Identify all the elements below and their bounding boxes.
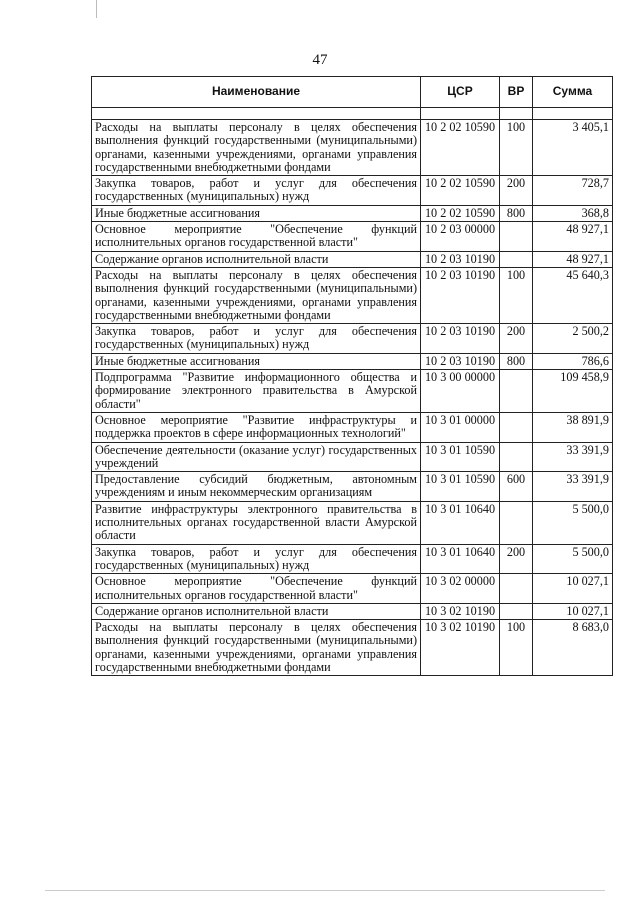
cell-name: Содержание органов исполнительной власти [92, 603, 421, 619]
cell-sum: 109 458,9 [533, 370, 613, 413]
cell-vr: 600 [500, 472, 533, 502]
cell-sum: 10 027,1 [533, 574, 613, 604]
cell-name: Подпрограмма "Развитие информационного общества и формирование электронного правительства в Амурской области" [92, 370, 421, 413]
page-number: 47 [312, 52, 328, 68]
cell-csr: 10 2 03 00000 [421, 222, 500, 252]
table-row [92, 251, 613, 267]
cell-vr [500, 370, 533, 413]
cell-vr: 100 [500, 267, 533, 323]
cell-name: Закупка товаров, работ и услуг для обеспечения государственных (муниципальных) нужд [92, 324, 421, 354]
cell-vr: 200 [500, 544, 533, 574]
spacer-cell [421, 108, 500, 120]
cell-name: Закупка товаров, работ и услуг для обеспечения государственных (муниципальных) нужд [92, 544, 421, 574]
table-row [92, 205, 613, 221]
cell-sum: 368,8 [533, 205, 613, 221]
cell-csr: 10 2 03 10190 [421, 324, 500, 354]
cell-csr: 10 2 02 10590 [421, 205, 500, 221]
cell-csr: 10 2 02 10590 [421, 120, 500, 176]
cell-csr: 10 2 03 10190 [421, 267, 500, 323]
cell-vr [500, 574, 533, 604]
cell-vr [500, 412, 533, 442]
cell-vr [500, 222, 533, 252]
table-row [92, 222, 613, 252]
cell-name: Предоставление субсидий бюджетным, автономным учреждениям и иным некоммерческим организациям [92, 472, 421, 502]
cell-name: Закупка товаров, работ и услуг для обеспечения государственных (муниципальных) нужд [92, 176, 421, 206]
cell-sum: 48 927,1 [533, 222, 613, 252]
cell-vr: 100 [500, 620, 533, 676]
cell-sum: 3 405,1 [533, 120, 613, 176]
table-row [92, 620, 613, 676]
cell-csr: 10 3 01 10590 [421, 442, 500, 472]
cell-vr [500, 442, 533, 472]
header-spacer-row [92, 108, 613, 120]
cell-sum: 48 927,1 [533, 251, 613, 267]
cell-sum: 8 683,0 [533, 620, 613, 676]
cell-name: Расходы на выплаты персоналу в целях обеспечения выполнения функций государственными (муниципальными) органами, казенными учреждениями, органами управления государственными внебюджетными фондами [92, 620, 421, 676]
cell-name: Развитие инфраструктуры электронного правительства в исполнительных органах государственной власти Амурской области [92, 501, 421, 544]
cell-csr: 10 3 01 10640 [421, 544, 500, 574]
table-row [92, 544, 613, 574]
cell-name: Расходы на выплаты персоналу в целях обеспечения выполнения функций государственными (муниципальными) органами, казенными учреждениями, органами управления государственными внебюджетными фондами [92, 267, 421, 323]
cell-sum: 786,6 [533, 353, 613, 369]
cell-name: Иные бюджетные ассигнования [92, 205, 421, 221]
cell-sum: 45 640,3 [533, 267, 613, 323]
spacer-cell [500, 108, 533, 120]
cell-csr: 10 2 03 10190 [421, 353, 500, 369]
cell-csr: 10 2 03 10190 [421, 251, 500, 267]
header-name: Наименование [92, 77, 421, 108]
spacer-cell [92, 108, 421, 120]
cell-sum: 5 500,0 [533, 544, 613, 574]
table-row [92, 442, 613, 472]
spacer-cell [533, 108, 613, 120]
header-vr: ВР [500, 77, 533, 108]
table-row [92, 176, 613, 206]
cell-vr: 800 [500, 353, 533, 369]
cell-csr: 10 3 02 10190 [421, 620, 500, 676]
table-row [92, 370, 613, 413]
table-body [92, 120, 613, 676]
cell-vr: 200 [500, 176, 533, 206]
header-csr: ЦСР [421, 77, 500, 108]
table-row [92, 353, 613, 369]
cell-sum: 38 891,9 [533, 412, 613, 442]
table-row [92, 574, 613, 604]
table-row [92, 472, 613, 502]
table-row [92, 324, 613, 354]
scan-edge-line [45, 890, 605, 891]
budget-table [91, 76, 613, 676]
cell-csr: 10 3 00 00000 [421, 370, 500, 413]
table-header-row [92, 77, 613, 108]
cell-sum: 728,7 [533, 176, 613, 206]
table-row [92, 501, 613, 544]
cell-name: Иные бюджетные ассигнования [92, 353, 421, 369]
cell-name: Обеспечение деятельности (оказание услуг) государственных учреждений [92, 442, 421, 472]
table-row [92, 412, 613, 442]
cell-sum: 5 500,0 [533, 501, 613, 544]
cell-vr [500, 603, 533, 619]
cell-csr: 10 2 02 10590 [421, 176, 500, 206]
scan-edge-mark [96, 0, 97, 18]
cell-vr [500, 251, 533, 267]
cell-sum: 10 027,1 [533, 603, 613, 619]
cell-csr: 10 3 02 00000 [421, 574, 500, 604]
cell-vr: 100 [500, 120, 533, 176]
cell-csr: 10 3 01 10640 [421, 501, 500, 544]
cell-name: Основное мероприятие "Развитие инфраструктуры и поддержка проектов в сфере информационных технологий" [92, 412, 421, 442]
table-row [92, 603, 613, 619]
cell-vr [500, 501, 533, 544]
cell-csr: 10 3 01 10590 [421, 472, 500, 502]
cell-vr: 800 [500, 205, 533, 221]
cell-vr: 200 [500, 324, 533, 354]
cell-name: Основное мероприятие "Обеспечение функций исполнительных органов государственной власти" [92, 222, 421, 252]
table-row [92, 120, 613, 176]
cell-sum: 33 391,9 [533, 472, 613, 502]
cell-name: Основное мероприятие "Обеспечение функций исполнительных органов государственной власти" [92, 574, 421, 604]
table-row [92, 267, 613, 323]
header-sum: Сумма [533, 77, 613, 108]
cell-sum: 33 391,9 [533, 442, 613, 472]
cell-sum: 2 500,2 [533, 324, 613, 354]
cell-csr: 10 3 02 10190 [421, 603, 500, 619]
cell-name: Содержание органов исполнительной власти [92, 251, 421, 267]
cell-csr: 10 3 01 00000 [421, 412, 500, 442]
cell-name: Расходы на выплаты персоналу в целях обеспечения выполнения функций государственными (муниципальными) органами, казенными учреждениями, органами управления государственными внебюджетными фондами [92, 120, 421, 176]
